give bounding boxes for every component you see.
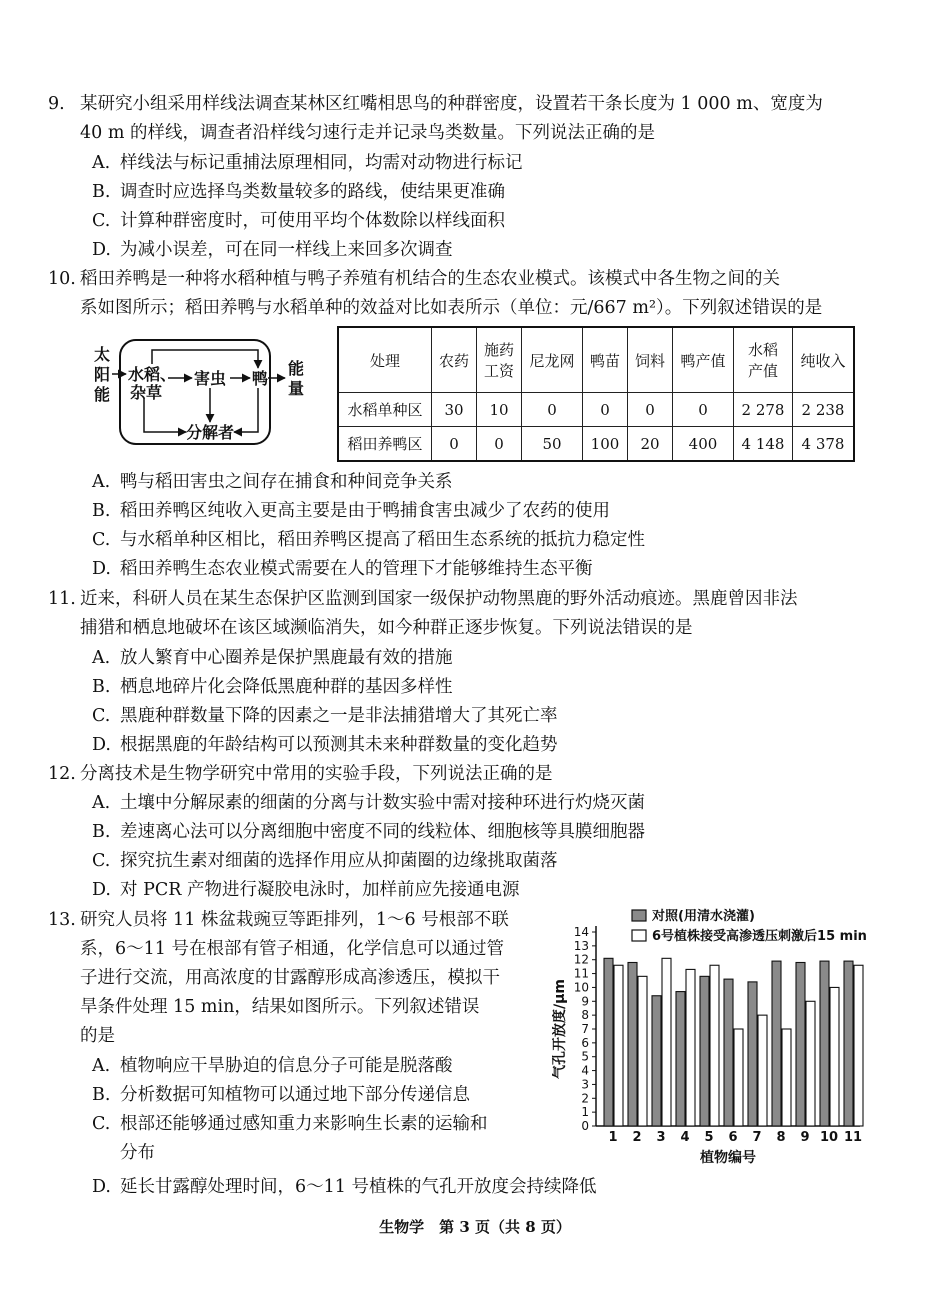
y-tick-label: 12: [573, 952, 589, 967]
q11-option-b: [92, 673, 892, 702]
option-text: 稻田养鸭区纯收入更高主要是由于鸭捕食害虫减少了农药的使用: [120, 501, 610, 521]
question-stem-line-2: 40 m 的样线，调查者沿样线匀速行走并记录鸟类数量。下列说法正确的是: [80, 123, 655, 143]
question-number: 11.: [48, 589, 76, 609]
legend-swatch: [632, 930, 646, 941]
table-row: [338, 427, 854, 462]
option-letter: C.: [92, 211, 111, 231]
option-letter: A.: [92, 472, 111, 492]
sun-label-1: 太: [94, 345, 111, 364]
table-cell: 100: [583, 427, 628, 462]
option-letter: D.: [92, 1177, 111, 1197]
decomposer-label: 分解者: [186, 423, 235, 442]
q11-option-a: [92, 644, 892, 673]
option-text: 鸭与稻田害虫之间存在捕食和种间竞争关系: [120, 472, 453, 492]
header-cell: 鸭产值: [673, 327, 734, 393]
option-letter: A.: [92, 648, 111, 668]
q10-option-a: [92, 468, 892, 497]
option-text: 差速离心法可以分离细胞中密度不同的线粒体、细胞核等具膜细胞器: [120, 822, 645, 842]
bar: [782, 1029, 791, 1126]
question-stem-line-3: 子进行交流，用高浓度的甘露醇形成高渗透压，模拟干: [80, 968, 500, 988]
question-stem-line-1: 分离技术是生物学研究中常用的实验手段，下列说法正确的是: [80, 764, 553, 784]
question-stem-line-5: 的是: [80, 1026, 115, 1046]
question-13: [48, 906, 509, 935]
option-text: 植物响应干旱胁迫的信息分子可能是脱落酸: [120, 1056, 453, 1076]
question-stem-line-1: 研究人员将 11 株盆栽豌豆等距排列，1～6 号根部不联: [80, 910, 509, 930]
table-cell: 2 278: [734, 393, 793, 427]
table-cell: 0: [628, 393, 673, 427]
bar: [628, 962, 637, 1126]
q13-option-b: [92, 1081, 542, 1110]
q10-option-b: [92, 497, 892, 526]
option-text: 黑鹿种群数量下降的因素之一是非法捕猎增大了其死亡率: [120, 706, 558, 726]
duck-label: 鸭: [252, 369, 269, 388]
header-cell: 处理: [338, 327, 432, 393]
header-cell: 施药 工资: [477, 327, 522, 393]
x-tick-label: 1: [608, 1130, 618, 1145]
table-cell: 4 148: [734, 427, 793, 462]
option-text: 延长甘露醇处理时间，6～11 号植株的气孔开放度会持续降低: [120, 1177, 597, 1197]
table-cell: 0: [673, 393, 734, 427]
bar: [820, 961, 829, 1126]
question-number: 12.: [48, 764, 76, 784]
q10-option-c: [92, 526, 892, 555]
header-cell: 尼龙网: [522, 327, 583, 393]
option-letter: C.: [92, 1114, 111, 1134]
table-row: [338, 393, 854, 427]
chart-svg: [552, 900, 892, 1170]
bar: [796, 962, 805, 1126]
y-axis-label: 气孔开放度/μm: [552, 978, 568, 1080]
bar: [844, 961, 853, 1126]
question-number: 10.: [48, 269, 76, 289]
option-text: 调查时应选择鸟类数量较多的路线，使结果更准确: [120, 182, 505, 202]
option-text: 分析数据可知植物可以通过地下部分传递信息: [120, 1085, 470, 1105]
q10-option-d: [92, 555, 892, 584]
y-tick-label: 3: [581, 1077, 589, 1092]
benefit-table: [337, 326, 855, 462]
bar: [854, 965, 863, 1126]
option-text: 根据黑鹿的年龄结构可以预测其未来种群数量的变化趋势: [120, 735, 558, 755]
x-tick-label: 5: [704, 1130, 714, 1145]
y-tick-label: 1: [581, 1105, 589, 1120]
q9-option-b: [92, 178, 892, 207]
rice-label-1: 水稻、: [128, 365, 177, 384]
x-tick-label: 7: [752, 1130, 762, 1145]
option-letter: A.: [92, 793, 111, 813]
question-11: [48, 585, 898, 614]
y-tick-label: 13: [573, 938, 589, 953]
legend-label: 对照(用清水浇灌): [652, 909, 755, 924]
question-stem-line-2: 捕猎和栖息地破坏在该区域濒临消失，如今种群正逐步恢复。下列说法错误的是: [80, 618, 693, 638]
header-cell: 农药: [432, 327, 477, 393]
y-tick-label: 7: [581, 1022, 589, 1036]
header-cell: 水稻 产值: [734, 327, 793, 393]
option-letter: B.: [92, 501, 111, 521]
option-text: 样线法与标记重捕法原理相同，均需对动物进行标记: [120, 153, 523, 173]
table-cell: 2 238: [793, 393, 855, 427]
question-9: [48, 90, 898, 119]
bar: [710, 965, 719, 1126]
table-header-row: [338, 327, 854, 393]
x-tick-label: 9: [800, 1130, 810, 1145]
option-text: 为减小误差，可在同一样线上来回多次调查: [120, 240, 453, 260]
y-tick-label: 0: [581, 1119, 589, 1133]
option-letter: A.: [92, 153, 111, 173]
x-tick-label: 10: [819, 1130, 839, 1145]
bar: [614, 965, 623, 1126]
bar: [772, 961, 781, 1126]
header-cell: 饲料: [628, 327, 673, 393]
q12-option-a: [92, 789, 892, 818]
table-cell: 50: [522, 427, 583, 462]
y-tick-label: 8: [581, 1008, 589, 1023]
question-stem-line-2: 系，6～11 号在根部有管子相通，化学信息可以通过管: [80, 939, 504, 959]
option-text: 计算种群密度时，可使用平均个体数除以样线面积: [120, 211, 505, 231]
pest-label: 害虫: [194, 369, 227, 388]
option-text: 对 PCR 产物进行凝胶电泳时，加样前应先接通电源: [120, 880, 520, 900]
q13-option-c-continuation: 分布: [120, 1143, 155, 1163]
q12-option-b: [92, 818, 892, 847]
y-tick-label: 4: [581, 1063, 589, 1078]
option-letter: C.: [92, 530, 111, 550]
option-letter: A.: [92, 1056, 111, 1076]
bar: [652, 996, 661, 1126]
option-text: 放人繁育中心圈养是保护黑鹿最有效的措施: [120, 648, 453, 668]
table-cell: 20: [628, 427, 673, 462]
header-cell: 鸭苗: [583, 327, 628, 393]
table-cell: 400: [673, 427, 734, 462]
y-tick-label: 10: [573, 980, 589, 995]
legend-swatch: [632, 910, 646, 921]
bar: [676, 992, 685, 1126]
legend-label: 6号植株接受高渗透压刺激后15 min: [652, 929, 867, 944]
option-text: 栖息地碎片化会降低黑鹿种群的基因多样性: [120, 677, 453, 697]
table-cell: 0: [522, 393, 583, 427]
bar: [700, 976, 709, 1126]
option-letter: B.: [92, 822, 111, 842]
bar: [604, 958, 613, 1126]
option-letter: D.: [92, 880, 111, 900]
q9-option-d: [92, 236, 892, 265]
energy-label-1: 能: [288, 359, 305, 378]
table-cell: 水稻单种区: [338, 393, 432, 427]
q13-option-c: [92, 1110, 542, 1139]
q9-option-a: [92, 149, 892, 178]
x-tick-label: 4: [680, 1130, 690, 1145]
question-stem-line-1: 近来，科研人员在某生态保护区监测到国家一级保护动物黑鹿的野外活动痕迹。黑鹿曾因非法: [80, 589, 798, 609]
table-cell: 稻田养鸭区: [338, 427, 432, 462]
q9-option-c: [92, 207, 892, 236]
y-tick-label: 2: [581, 1091, 589, 1106]
q12-option-c: [92, 847, 892, 876]
question-number: 13.: [48, 910, 76, 930]
bar: [806, 1001, 815, 1126]
option-text: 土壤中分解尿素的细菌的分离与计数实验中需对接种环进行灼烧灭菌: [120, 793, 645, 813]
bar: [748, 982, 757, 1126]
option-letter: B.: [92, 1085, 111, 1105]
option-text: 与水稻单种区相比，稻田养鸭区提高了稻田生态系统的抵抗力稳定性: [120, 530, 645, 550]
question-10: [48, 265, 898, 294]
sun-label-2: 阳: [94, 365, 111, 384]
x-tick-label: 2: [632, 1130, 642, 1145]
x-tick-label: 8: [776, 1130, 786, 1145]
question-stem-line-1: 稻田养鸭是一种将水稻种植与鸭子养殖有机结合的生态农业模式。该模式中各生物之间的关: [80, 269, 780, 289]
y-tick-label: 5: [581, 1049, 589, 1064]
question-stem-line-1: 某研究小组采用样线法调查某林区红嘴相思鸟的种群密度，设置若干条长度为 1 000 m、宽度为: [80, 94, 823, 114]
energy-label-2: 量: [288, 379, 305, 398]
table-cell: 0: [583, 393, 628, 427]
stomatal-opening-chart: [552, 900, 892, 1170]
x-axis-label: 植物编号: [700, 1150, 756, 1166]
option-letter: B.: [92, 677, 111, 697]
question-stem-line-4: 旱条件处理 15 min，结果如图所示。下列叙述错误: [80, 997, 480, 1017]
option-text: 探究抗生素对细菌的选择作用应从抑菌圈的边缘挑取菌落: [120, 851, 558, 871]
bar: [734, 1029, 743, 1126]
option-letter: D.: [92, 735, 111, 755]
q11-option-d: [92, 731, 892, 760]
q13-option-d: [92, 1173, 892, 1202]
bar: [638, 976, 647, 1126]
y-tick-label: 11: [573, 966, 589, 981]
table-cell: 0: [432, 427, 477, 462]
page-footer: 生物学 第 3 页（共 8 页）: [379, 1218, 571, 1236]
sun-label-3: 能: [94, 385, 111, 404]
x-tick-label: 3: [656, 1130, 666, 1145]
bar: [662, 958, 671, 1126]
bar: [686, 969, 695, 1126]
question-number: 9.: [48, 94, 65, 114]
bar: [830, 987, 839, 1126]
x-tick-label: 11: [843, 1130, 863, 1145]
option-letter: C.: [92, 706, 111, 726]
option-letter: D.: [92, 240, 111, 260]
q13-option-a: [92, 1052, 542, 1081]
y-tick-label: 14: [573, 925, 589, 939]
table-cell: 4 378: [793, 427, 855, 462]
option-text: 稻田养鸭生态农业模式需要在人的管理下才能够维持生态平衡: [120, 559, 593, 579]
question-stem-line-2: 系如图所示；稻田养鸭与水稻单种的效益对比如表所示（单位：元/667 m²）。下列叙述错误的是: [80, 298, 823, 318]
q11-option-c: [92, 702, 892, 731]
header-cell: 纯收入: [793, 327, 855, 393]
food-web-diagram: [92, 336, 307, 454]
bar: [758, 1015, 767, 1126]
table-cell: 10: [477, 393, 522, 427]
table-cell: 0: [477, 427, 522, 462]
rice-label-2: 杂草: [130, 383, 163, 402]
y-tick-label: 6: [581, 1035, 589, 1050]
table-cell: 30: [432, 393, 477, 427]
bar: [724, 979, 733, 1126]
option-letter: B.: [92, 182, 111, 202]
option-text: 根部还能够通过感知重力来影响生长素的运输和: [120, 1114, 488, 1134]
option-letter: D.: [92, 559, 111, 579]
x-tick-label: 6: [728, 1130, 738, 1145]
option-letter: C.: [92, 851, 111, 871]
question-12: [48, 760, 898, 789]
y-tick-label: 9: [581, 994, 589, 1009]
